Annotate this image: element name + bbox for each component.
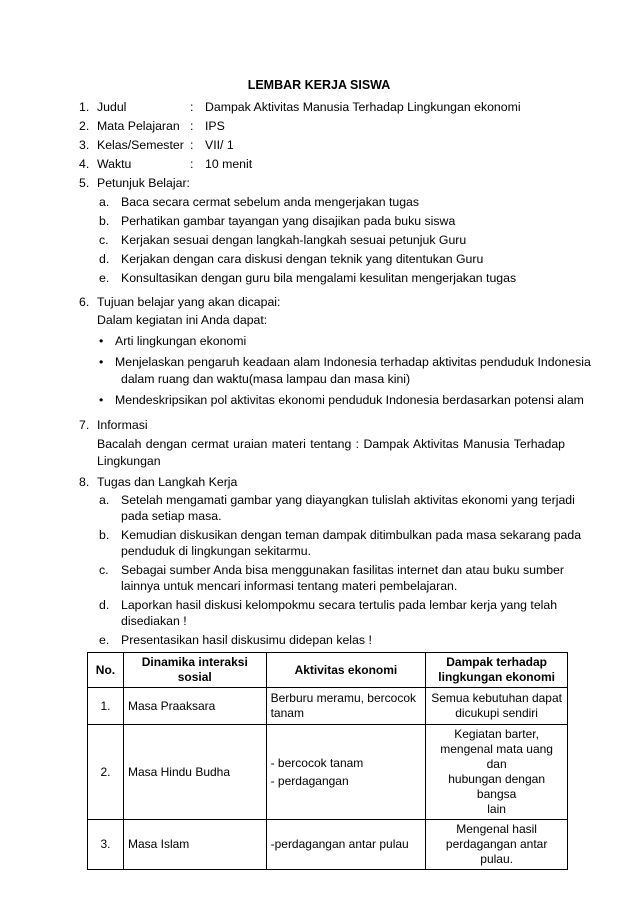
info-label: Judul: [97, 100, 127, 114]
item-letter: a.: [99, 195, 110, 209]
item-text-continuation: penduduk di lingkungan sekitarmu.: [121, 544, 312, 558]
cell-no: 2.: [88, 725, 124, 820]
header-aktivitas: Aktivitas ekonomi: [266, 653, 426, 688]
item-text: Perhatikan gambar tayangan yang disajikan pada buku siswa: [121, 214, 456, 228]
item-text: Kemudian diskusikan dengan teman dampak ditimbulkan pada masa sekarang pada: [121, 528, 582, 542]
cell-aktivitas: - bercocok tanam - perdagangan: [266, 725, 426, 820]
info-label: Kelas/Semester: [97, 138, 184, 152]
info-colon: :: [190, 157, 194, 171]
cell-dampak: Semua kebutuhan dapat dicukupi sendiri: [426, 688, 568, 725]
activity-table: [87, 652, 568, 870]
info-number: 1.: [79, 100, 90, 114]
section-heading: Petunjuk Belajar:: [97, 176, 190, 190]
cell-aktivitas: Berburu meramu, bercocok tanam: [266, 688, 426, 725]
item-text: Setelah mengamati gambar yang diayangkan tulislah aktivitas ekonomi yang terjadi: [121, 493, 575, 507]
info-number: 4.: [79, 157, 90, 171]
item-letter: c.: [99, 563, 109, 577]
item-letter: e.: [99, 633, 110, 647]
item-text: Konsultasikan dengan guru bila mengalami kesulitan mengerjakan tugas: [121, 271, 517, 285]
info-label: Waktu: [97, 157, 132, 171]
item-letter: a.: [99, 493, 110, 507]
item-text: Kerjakan sesuai dengan langkah-langkah sesuai petunjuk Guru: [121, 233, 467, 247]
table-row: [88, 820, 568, 870]
info-colon: :: [190, 119, 194, 133]
info-colon: :: [190, 100, 194, 114]
table-row: [88, 688, 568, 725]
bullet-text: Arti lingkungan ekonomi: [115, 334, 247, 348]
info-number: 3.: [79, 138, 90, 152]
item-letter: d.: [99, 598, 110, 612]
section-heading: Informasi: [97, 418, 148, 432]
section-intro: Dalam kegiatan ini Anda dapat:: [97, 313, 268, 327]
item-letter: b.: [99, 528, 110, 542]
item-text: Kerjakan dengan cara diskusi dengan teknik yang ditentukan Guru: [121, 252, 484, 266]
header-dampak: Dampak terhadap lingkungan ekonomi: [426, 653, 568, 688]
item-text-continuation: disediakan !: [121, 614, 187, 628]
cell-no: 1.: [88, 688, 124, 725]
section-heading: Tujuan belajar yang akan dicapai:: [97, 295, 281, 309]
section-number: 8.: [79, 475, 90, 489]
info-value: VII/ 1: [205, 138, 234, 152]
section-number: 6.: [79, 295, 90, 309]
cell-dampak: Kegiatan barter, mengenal mata uang dan hubungan dengan bangsa lain: [426, 725, 568, 820]
item-letter: e.: [99, 271, 110, 285]
info-value: Dampak Aktivitas Manusia Terhadap Lingkungan ekonomi: [205, 100, 521, 114]
section-number: 7.: [79, 418, 90, 432]
item-text: Sebagai sumber Anda bisa menggunakan fasilitas internet dan atau buku sumber: [121, 563, 564, 577]
cell-dampak: Mengenal hasil perdagangan antar pulau.: [426, 820, 568, 870]
cell-masa: Masa Praaksara: [123, 688, 266, 725]
item-letter: d.: [99, 252, 110, 266]
cell-aktivitas: -perdagangan antar pulau: [266, 820, 426, 870]
info-colon: :: [190, 138, 194, 152]
bullet-icon: •: [99, 334, 104, 348]
cell-masa: Masa Islam: [123, 820, 266, 870]
table-header-row: [88, 653, 568, 688]
bullet-text: Mendeskripsikan pol aktivitas ekonomi penduduk Indonesia berdasarkan potensi alam: [115, 393, 584, 407]
item-text-continuation: pada setiap masa.: [121, 509, 222, 523]
informasi-text-line: Bacalah dengan cermat uraian materi tentang : Dampak Aktivitas Manusia Terhadap: [97, 437, 565, 451]
bullet-icon: •: [99, 393, 104, 407]
section-heading: Tugas dan Langkah Kerja: [97, 475, 238, 489]
cell-no: 3.: [88, 820, 124, 870]
item-text: Presentasikan hasil diskusimu didepan kelas !: [121, 633, 372, 647]
bullet-icon: •: [99, 355, 104, 369]
item-letter: b.: [99, 214, 110, 228]
info-value: 10 menit: [205, 157, 253, 171]
table-row: [88, 725, 568, 820]
info-value: IPS: [205, 119, 225, 133]
info-label: Mata Pelajaran: [97, 119, 180, 133]
page-title: LEMBAR KERJA SISWA: [247, 78, 391, 92]
item-text: Laporkan hasil diskusi kelompokmu secara tertulis pada lembar kerja yang telah: [121, 598, 558, 612]
cell-masa: Masa Hindu Budha: [123, 725, 266, 820]
item-text-continuation: lainnya untuk mencari informasi tentang materi pembelajaran.: [121, 579, 458, 593]
bullet-text: Menjelaskan pengaruh keadaan alam Indonesia terhadap aktivitas penduduk Indonesia: [115, 355, 591, 369]
info-number: 2.: [79, 119, 90, 133]
item-letter: c.: [99, 233, 109, 247]
header-dinamika: Dinamika interaksi sosial: [123, 653, 266, 688]
bullet-text-continuation: dalam ruang dan waktu(masa lampau dan masa kini): [121, 372, 411, 386]
informasi-text-line: Lingkungan: [97, 454, 161, 468]
item-text: Baca secara cermat sebelum anda mengerjakan tugas: [121, 195, 420, 209]
section-number: 5.: [79, 176, 90, 190]
header-no: No.: [88, 653, 124, 688]
